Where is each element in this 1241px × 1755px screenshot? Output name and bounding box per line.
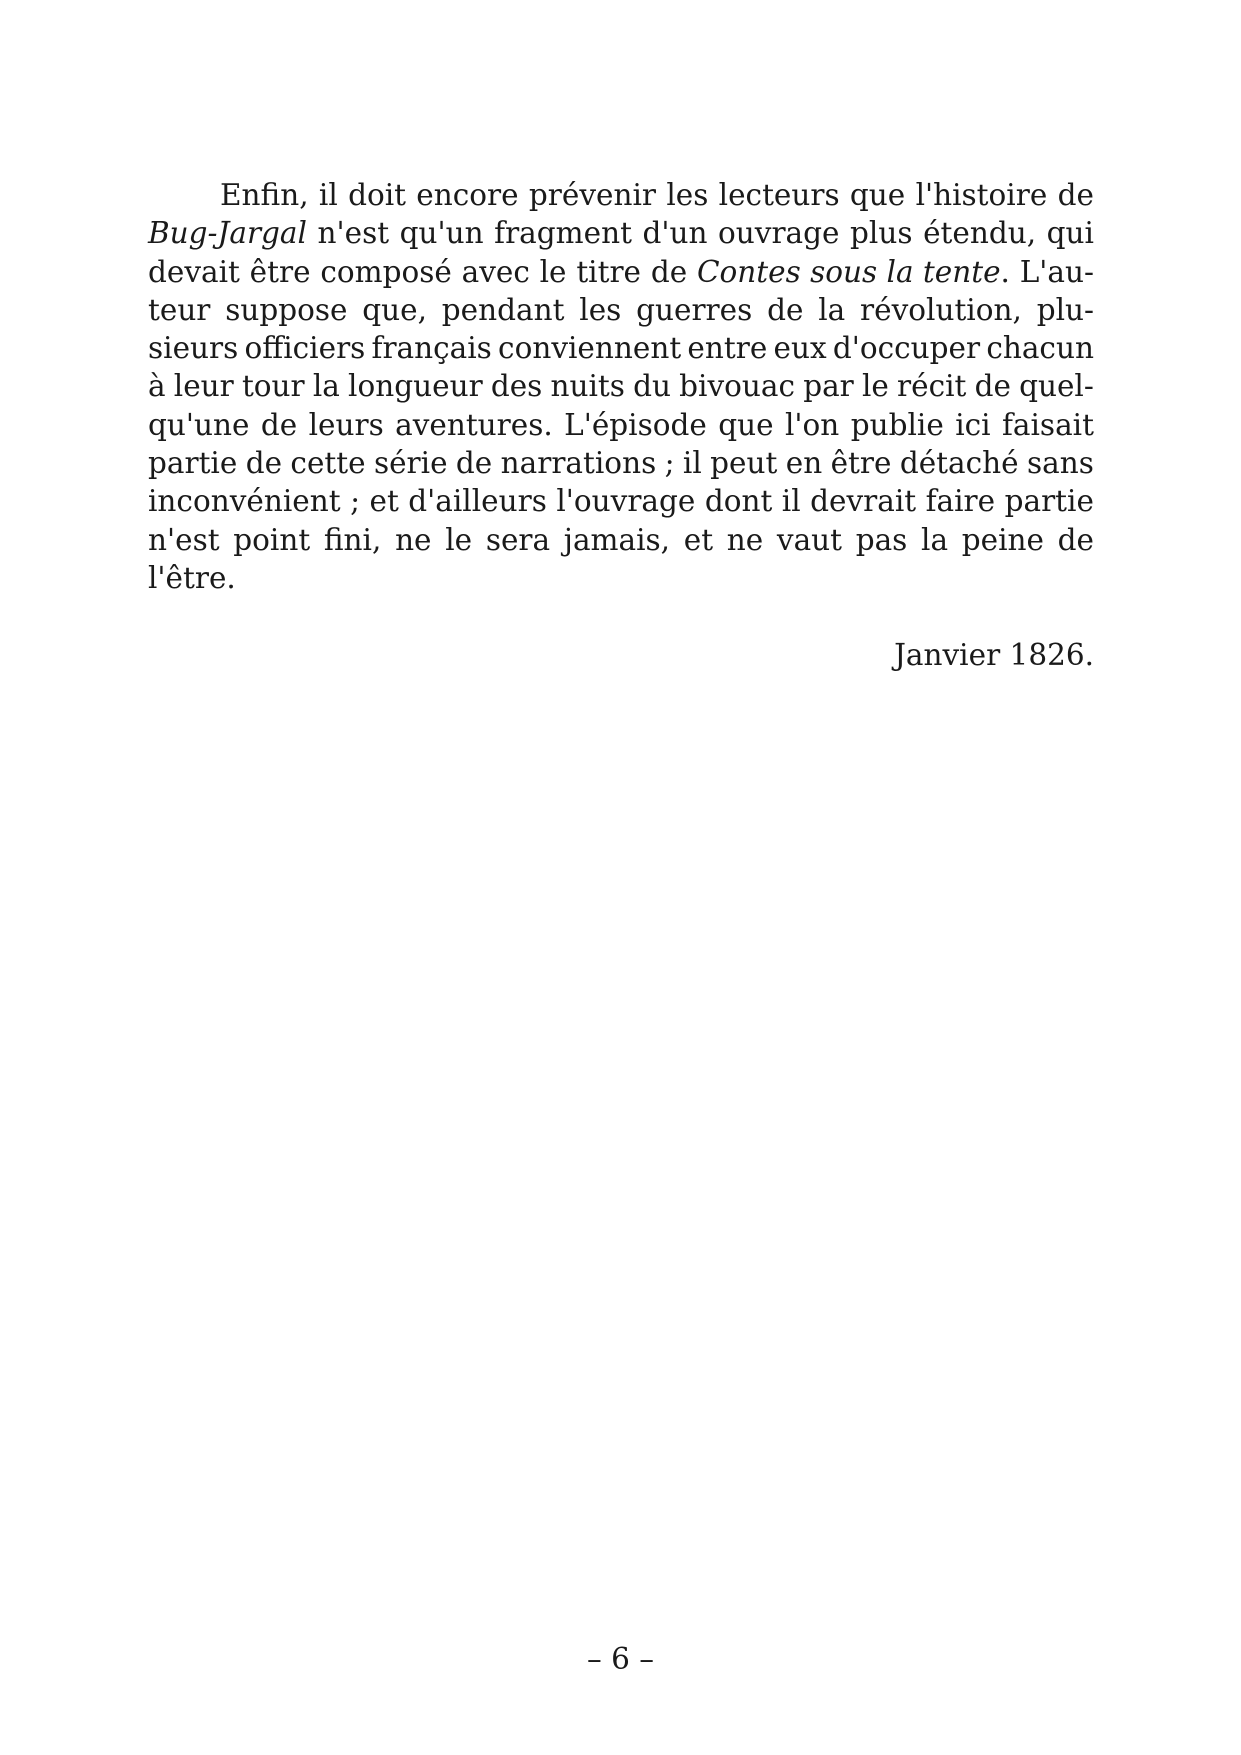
text-line	[148, 253, 1094, 291]
word: faisait	[1001, 407, 1094, 442]
word: tour	[241, 369, 305, 404]
word: Bug-Jargal	[148, 216, 307, 251]
word: bivouac	[679, 369, 796, 404]
word: partie	[148, 446, 238, 481]
word: L'au-	[1019, 254, 1094, 289]
word: français	[371, 331, 492, 366]
word: de	[767, 292, 804, 327]
word: prévenir	[528, 178, 657, 212]
word: étendu,	[923, 216, 1037, 251]
word: l'être.	[148, 560, 236, 595]
word: conviennent	[498, 331, 682, 366]
word: qu'une	[148, 407, 250, 442]
text-line	[148, 444, 1094, 482]
word: la	[818, 292, 846, 327]
word: publie	[850, 407, 944, 442]
word: ;	[350, 484, 361, 519]
word: nuits	[550, 369, 625, 404]
word: narrations	[500, 446, 657, 481]
word: point	[233, 522, 311, 557]
word: ne	[726, 522, 764, 557]
word: officiers	[244, 331, 366, 366]
preface-paragraph	[148, 176, 1094, 597]
word: peine	[961, 522, 1044, 557]
word: leur	[173, 369, 234, 404]
text-line	[148, 214, 1094, 252]
word: eux	[773, 331, 827, 366]
word: titre	[576, 254, 642, 289]
word: peut	[710, 446, 778, 481]
word: composé	[320, 254, 452, 289]
word: ouvrage	[718, 216, 840, 251]
word: que	[849, 178, 906, 212]
word: qu'un	[399, 216, 484, 251]
word: les	[579, 292, 622, 327]
text-line	[148, 367, 1094, 405]
word: aventures.	[395, 407, 553, 442]
word: L'épisode	[564, 407, 707, 442]
word: qui	[1046, 216, 1094, 251]
word: le	[445, 522, 473, 557]
word: du	[633, 369, 671, 404]
word: lecteurs	[718, 178, 840, 212]
word: vaut	[776, 522, 843, 557]
word: quel-	[1019, 369, 1094, 404]
word: sieurs	[148, 331, 239, 366]
word: l'histoire	[915, 178, 1048, 212]
word: plu-	[1036, 292, 1094, 327]
word: il	[318, 178, 338, 212]
word: de	[1057, 178, 1094, 212]
word: dont	[704, 484, 773, 519]
word: n'est	[148, 522, 220, 557]
word: de	[974, 369, 1011, 404]
word: et	[683, 522, 714, 557]
word: que,	[362, 292, 427, 327]
word: à	[148, 369, 166, 404]
word: d'occuper	[832, 331, 981, 366]
word: des	[490, 369, 543, 404]
word: devrait	[810, 484, 917, 519]
word: et	[369, 484, 399, 519]
word: l'on	[784, 407, 840, 442]
word: pas	[855, 522, 908, 557]
word: fini,	[323, 522, 382, 557]
word: série	[373, 446, 448, 481]
text-line	[148, 559, 1094, 597]
word: sera	[485, 522, 551, 557]
word: les	[666, 178, 709, 212]
text-line	[148, 406, 1094, 444]
preface-date: Janvier 1826.	[894, 638, 1094, 672]
word: par	[803, 369, 854, 404]
word: guerres	[636, 292, 753, 327]
word: le	[861, 369, 889, 404]
word: Contes sous la tente.	[696, 254, 1010, 289]
word: de	[260, 407, 298, 442]
word: ne	[395, 522, 432, 557]
word: révolution,	[860, 292, 1022, 327]
text-line	[148, 521, 1094, 559]
word: doit	[348, 178, 406, 212]
word: être	[249, 254, 311, 289]
word: de	[1057, 522, 1094, 557]
text-line	[148, 291, 1094, 329]
word: faire	[925, 484, 996, 519]
word: inconvénient	[148, 484, 341, 519]
word: sans	[1026, 446, 1094, 481]
word: entre	[687, 331, 768, 366]
word: il	[781, 484, 801, 519]
word: que	[718, 407, 774, 442]
word: d'un	[642, 216, 708, 251]
page-number: – 6 –	[586, 1642, 655, 1676]
word: en	[785, 446, 823, 481]
word: devait	[148, 254, 240, 289]
text-line	[148, 176, 1094, 214]
word: longueur	[348, 369, 483, 404]
word: de	[455, 446, 493, 481]
word: chacun	[986, 331, 1094, 366]
word: cette	[290, 446, 366, 481]
text-line	[148, 329, 1094, 367]
word: détaché	[899, 446, 1019, 481]
word: ;	[664, 446, 675, 481]
word: plus	[850, 216, 913, 251]
word: le	[539, 254, 567, 289]
word: d'ailleurs	[408, 484, 547, 519]
word: suppose	[225, 292, 348, 327]
word: ici	[955, 407, 991, 442]
word: fragment	[494, 216, 632, 251]
word: de	[650, 254, 688, 289]
word: de	[245, 446, 283, 481]
word: avec	[461, 254, 530, 289]
word: l'ouvrage	[556, 484, 696, 519]
word: récit	[897, 369, 967, 404]
text-line	[148, 482, 1094, 520]
word: n'est	[317, 216, 390, 251]
word: il	[682, 446, 702, 481]
word: leurs	[308, 407, 384, 442]
word: la	[312, 369, 340, 404]
word: encore	[416, 178, 519, 212]
word: jamais,	[563, 522, 671, 557]
word: la	[921, 522, 949, 557]
word: pendant	[441, 292, 565, 327]
word: partie	[1004, 484, 1094, 519]
word: Enfin,	[220, 178, 309, 212]
word: être	[830, 446, 892, 481]
word: teur	[148, 292, 211, 327]
